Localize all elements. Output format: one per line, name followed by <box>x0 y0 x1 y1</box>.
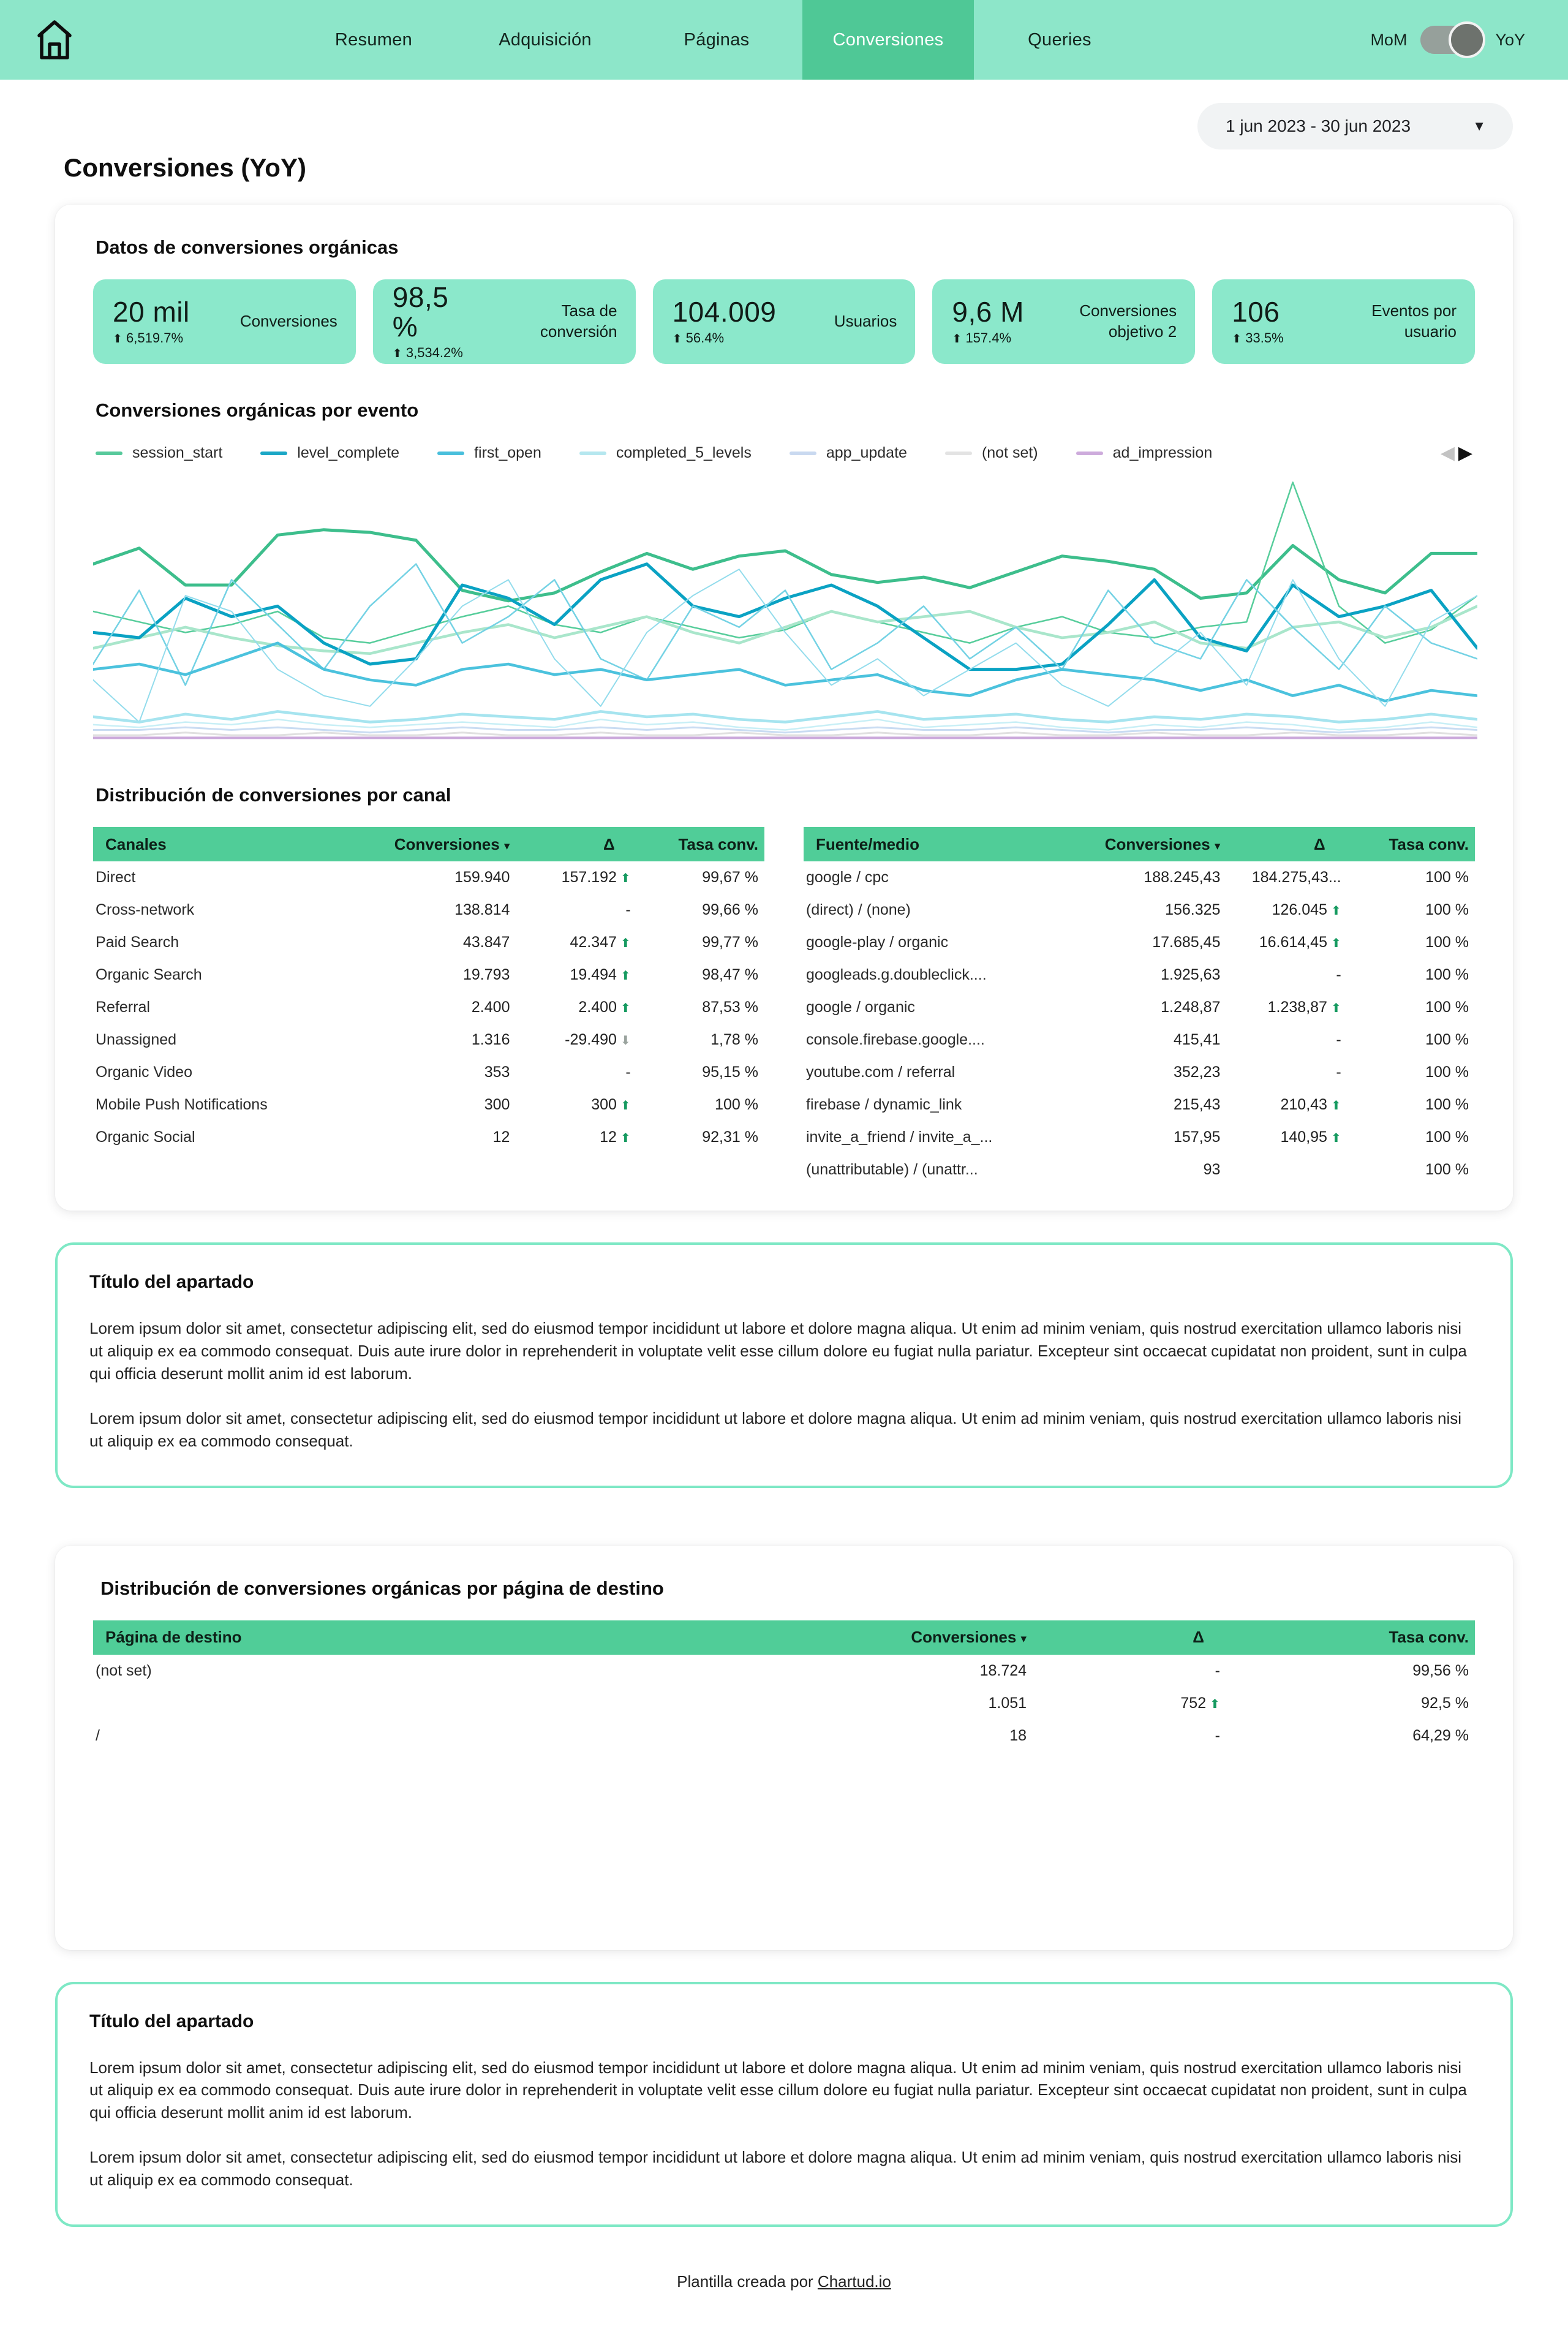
footer <box>0 2272 1568 2291</box>
line-chart-svg <box>93 472 1477 748</box>
rate-cell: 100 % <box>1425 1031 1469 1048</box>
conversions-cell: 157,95 <box>1174 1128 1221 1146</box>
conversions-cell: 188.245,43 <box>1144 869 1221 886</box>
rate-cell: 100 % <box>1425 934 1469 951</box>
rate-cell: 100 % <box>1425 1096 1469 1113</box>
legend-label: app_update <box>826 444 907 461</box>
nav-tab-páginas[interactable]: Páginas <box>684 29 750 50</box>
rate-cell: 87,53 % <box>702 999 758 1016</box>
kpi-label: Conversiones objetivo 2 <box>1079 301 1177 341</box>
dimension-cell: console.firebase.google.... <box>806 1031 985 1048</box>
date-range-value: 1 jun 2023 - 30 jun 2023 <box>1226 116 1411 135</box>
kpi-label: Tasa de conversión <box>540 301 617 341</box>
conversions-cell: 300 <box>484 1096 510 1113</box>
table-row[interactable] <box>804 1056 1475 1089</box>
rate-cell: 100 % <box>1425 869 1469 886</box>
col-header-delta[interactable]: Δ <box>1033 1620 1226 1655</box>
table-row[interactable] <box>804 1089 1475 1121</box>
rate-cell: 92,5 % <box>1421 1694 1469 1712</box>
delta-up-arrow-icon: ⬆ <box>1330 1099 1341 1113</box>
delta-up-arrow-icon: ⬆ <box>1330 1002 1341 1015</box>
rate-cell: 99,66 % <box>702 901 758 918</box>
kpi-label: Conversiones <box>239 312 337 331</box>
conversions-cell: 1.925,63 <box>1161 966 1221 983</box>
kpi-delta: ⬆ 6,519.7% <box>113 330 184 346</box>
delta-cell: 126.045 ⬆ <box>1272 901 1341 918</box>
conversions-cell: 2.400 <box>471 999 510 1016</box>
rate-cell: 1,78 % <box>710 1031 758 1048</box>
landing-pages-card <box>55 1546 1513 1950</box>
delta-up-arrow-icon: ⬆ <box>620 1002 631 1015</box>
delta-cell: 2.400 ⬆ <box>578 999 631 1016</box>
kpi-value: 20 mil <box>113 295 190 328</box>
kpi-value: 106 <box>1232 295 1280 328</box>
legend-swatch <box>437 452 464 455</box>
note-box-1 <box>55 1242 1513 1488</box>
note-box-1-paragraph: Lorem ipsum dolor sit amet, consectetur adipiscing elit, sed do eiusmod tempor incididunt ut labore et dolore magna aliqua. Ut enim ad minim veniam, quis nostrud exercitation ullamco laboris nisi ut aliquip ex ea commodo consequat. Duis aute irure dolor in reprehenderit in voluptate velit esse cillum dolore eu fugiat nulla pariatur. Excepteur sint occaecat cupidatat non proident, sunt in culpa qui officia deserunt mollit anim id est laborum. <box>89 1319 1467 1383</box>
delta-cell: - <box>625 1064 631 1081</box>
date-range-picker[interactable] <box>1197 103 1513 149</box>
table-row[interactable] <box>93 894 764 926</box>
table-row[interactable] <box>93 959 764 991</box>
kpi-delta: ⬆ 33.5% <box>1232 330 1284 346</box>
delta-cell: 1.238,87 ⬆ <box>1267 999 1341 1016</box>
dimension-cell: invite_a_friend / invite_a_... <box>806 1128 993 1146</box>
table-row[interactable] <box>804 991 1475 1024</box>
line-chart <box>93 472 1475 751</box>
kpi-value: 9,6 M <box>952 295 1024 328</box>
conversions-cell: 18.724 <box>979 1661 1027 1679</box>
dimension-cell: Cross-network <box>96 901 195 918</box>
table-row[interactable] <box>804 1121 1475 1154</box>
up-arrow-icon: ⬆ <box>392 347 402 361</box>
conversions-cell: 93 <box>1203 1161 1221 1178</box>
rate-cell: 92,31 % <box>702 1128 758 1146</box>
delta-cell: - <box>1336 966 1341 983</box>
conversions-cell: 12 <box>492 1128 510 1146</box>
conversions-cell: 17.685,45 <box>1152 934 1221 951</box>
legend-swatch <box>945 452 972 455</box>
col-header-tasa[interactable]: Tasa conv. <box>1226 1620 1475 1655</box>
legend-next-icon[interactable]: ▶ <box>1458 443 1472 463</box>
landing-section-title: Distribución de conversiones orgánicas por página de destino <box>100 1577 664 1599</box>
col-header-pagina-destino[interactable]: Página de destino <box>93 1620 729 1655</box>
conversions-cell: 159.940 <box>454 869 510 886</box>
rate-cell: 99,67 % <box>702 869 758 886</box>
delta-up-arrow-icon: ⬆ <box>620 937 631 950</box>
delta-cell: 42.347 ⬆ <box>570 934 631 951</box>
kpi-card <box>93 279 356 364</box>
delta-up-arrow-icon: ⬆ <box>1330 937 1341 950</box>
col-header-canales[interactable]: Canales <box>93 827 355 861</box>
dimension-cell: Organic Search <box>96 966 202 983</box>
legend-item[interactable] <box>579 444 752 462</box>
page-title: Conversiones (YoY) <box>64 153 306 182</box>
table-row[interactable] <box>804 959 1475 991</box>
legend-label: (not set) <box>981 444 1038 461</box>
conversions-cell: 138.814 <box>454 901 510 918</box>
conversions-cell: 353 <box>484 1064 510 1081</box>
chart-line-completed_5_levels-previous <box>93 711 1477 722</box>
legend-item[interactable] <box>790 444 907 462</box>
delta-cell: 140,95 ⬆ <box>1280 1128 1341 1146</box>
toggle-label-mom: MoM <box>1370 30 1408 49</box>
table-row[interactable] <box>93 1024 764 1056</box>
col-header-tasa[interactable]: Tasa conv. <box>1348 827 1475 861</box>
conversions-cell: 19.793 <box>463 966 510 983</box>
kpi-card <box>1212 279 1475 364</box>
legend-label: completed_5_levels <box>616 444 752 461</box>
delta-up-arrow-icon: ⬆ <box>620 969 631 983</box>
legend-label: session_start <box>132 444 223 461</box>
chart-line-first_open-previous <box>93 569 1477 722</box>
kpi-value: 98,5 % <box>392 281 449 342</box>
toggle-knob <box>1449 21 1485 58</box>
delta-up-arrow-icon: ⬆ <box>1330 904 1341 918</box>
table-row[interactable] <box>93 991 764 1024</box>
delta-cell: 19.494 ⬆ <box>570 966 631 983</box>
legend-label: ad_impression <box>1112 444 1213 461</box>
legend-item[interactable] <box>1076 444 1213 462</box>
col-header-tasa[interactable]: Tasa conv. <box>637 827 764 861</box>
chart-legend <box>96 442 1472 464</box>
source-table-wrap <box>804 827 1475 1186</box>
up-arrow-icon: ⬆ <box>672 333 682 346</box>
legend-item[interactable] <box>96 444 222 462</box>
table-row[interactable] <box>93 1687 1475 1720</box>
channels-table-wrap <box>93 827 764 1186</box>
dimension-cell: Organic Social <box>96 1128 195 1146</box>
delta-cell: - <box>1336 1031 1341 1048</box>
chart-line-first_open-current <box>93 643 1477 701</box>
mom-yoy-toggle[interactable] <box>1420 26 1482 54</box>
delta-cell: 752 ⬆ <box>1180 1694 1220 1712</box>
table-row[interactable] <box>93 1720 1475 1752</box>
delta-up-arrow-icon: ⬆ <box>620 1132 631 1145</box>
delta-cell: 300 ⬆ <box>591 1096 631 1113</box>
dimension-cell: (direct) / (none) <box>806 901 911 918</box>
delta-cell <box>1226 1154 1347 1186</box>
home-icon <box>34 18 75 61</box>
dimension-cell: Unassigned <box>96 1031 177 1048</box>
kpi-delta: ⬆ 56.4% <box>672 330 725 346</box>
up-arrow-icon: ⬆ <box>113 333 123 346</box>
conversions-cell: 18 <box>1009 1726 1027 1744</box>
footer-link[interactable]: Chartud.io <box>817 2272 891 2291</box>
delta-cell: 157.192 ⬆ <box>561 869 631 886</box>
note-box-2-paragraph: Lorem ipsum dolor sit amet, consectetur adipiscing elit, sed do eiusmod tempor incididunt ut labore et dolore magna aliqua. Ut enim ad minim veniam, quis nostrud exercitation ullamco laboris nisi ut aliquip ex ea commodo consequat. Duis aute irure dolor in reprehenderit in voluptate velit esse cillum dolore eu fugiat nulla pariatur. Excepteur sint occaecat cupidatat non proident, sunt in culpa qui officia deserunt mollit anim id est laborum. <box>89 2058 1467 2122</box>
table-row[interactable] <box>804 1154 1475 1186</box>
nav-tab-adquisición[interactable]: Adquisición <box>499 29 592 50</box>
col-header-conversiones[interactable]: Conversiones ▾ <box>355 827 516 861</box>
table-row[interactable] <box>93 1121 764 1154</box>
rate-cell: 100 % <box>1425 966 1469 983</box>
kpi-card <box>373 279 636 364</box>
kpi-label: Usuarios <box>834 312 897 331</box>
table-row[interactable] <box>93 1655 1475 1687</box>
kpi-delta: ⬆ 3,534.2% <box>392 345 463 361</box>
dimension-cell <box>93 1687 729 1720</box>
top-navbar <box>0 0 1568 80</box>
conversions-cell: 215,43 <box>1174 1096 1221 1113</box>
note-box-2-paragraph: Lorem ipsum dolor sit amet, consectetur adipiscing elit, sed do eiusmod tempor incididunt ut labore et dolore magna aliqua. Ut enim ad minim veniam, quis nostrud exercitation ullamco laboris nisi ut aliquip ex ea commodo consequat. <box>89 2148 1461 2190</box>
conversions-cell: 43.847 <box>463 934 510 951</box>
col-header-delta[interactable]: Δ <box>1226 827 1347 861</box>
kpi-row <box>93 279 1475 364</box>
kpi-label: Eventos por usuario <box>1371 301 1457 341</box>
dimension-cell: Direct <box>96 869 136 886</box>
dimension-cell: google-play / organic <box>806 934 949 951</box>
nav-tab-conversiones[interactable]: Conversiones <box>802 0 974 80</box>
conversions-cell: 156.325 <box>1165 901 1221 918</box>
delta-cell: 210,43 ⬆ <box>1280 1096 1341 1113</box>
note-box-1-paragraph: Lorem ipsum dolor sit amet, consectetur adipiscing elit, sed do eiusmod tempor incididunt ut labore et dolore magna aliqua. Ut enim ad minim veniam, quis nostrud exercitation ullamco laboris nisi ut aliquip ex ea commodo consequat. <box>89 1408 1461 1450</box>
rate-cell: 100 % <box>1425 901 1469 918</box>
table-row[interactable] <box>93 926 764 959</box>
legend-swatch <box>96 452 123 455</box>
table-row[interactable] <box>93 861 764 894</box>
legend-item[interactable] <box>945 444 1038 462</box>
chart-section-title: Conversiones orgánicas por evento <box>96 399 419 421</box>
home-button[interactable] <box>0 0 123 80</box>
dimension-cell: / <box>96 1726 100 1744</box>
conversions-cell: 415,41 <box>1174 1031 1221 1048</box>
page-header-row <box>0 80 1568 149</box>
nav-tab-resumen[interactable]: Resumen <box>334 29 413 50</box>
landing-pages-table <box>93 1620 1475 1752</box>
nav-tabs <box>123 0 1311 80</box>
kpi-delta: ⬆ 157.4% <box>952 330 1012 346</box>
comparison-toggle-group <box>1311 0 1568 80</box>
kpi-section-title: Datos de conversiones orgánicas <box>96 236 399 258</box>
legend-prev-icon[interactable]: ◀ <box>1440 443 1455 463</box>
table-row[interactable] <box>804 926 1475 959</box>
note-box-2 <box>55 1982 1513 2228</box>
legend-label: first_open <box>474 444 541 461</box>
channel-tables <box>93 827 1475 1186</box>
col-header-conversiones[interactable]: Conversiones ▾ <box>1065 827 1226 861</box>
conversions-cell: 1.316 <box>471 1031 510 1048</box>
delta-up-arrow-icon: ⬆ <box>1210 1697 1220 1711</box>
delta-cell: 184.275,43... <box>1251 869 1341 886</box>
conversions-card <box>55 205 1513 1211</box>
col-header-delta[interactable]: Δ <box>516 827 636 861</box>
dimension-cell: Mobile Push Notifications <box>96 1096 268 1113</box>
up-arrow-icon: ⬆ <box>1232 333 1242 346</box>
dimension-cell: youtube.com / referral <box>806 1064 956 1081</box>
table-row[interactable] <box>93 1056 764 1089</box>
dimension-cell: firebase / dynamic_link <box>806 1096 962 1113</box>
channels-table-header-row <box>93 827 764 861</box>
delta-cell: -29.490 ⬇ <box>565 1031 631 1048</box>
legend-item[interactable] <box>437 444 541 462</box>
delta-up-arrow-icon: ⬆ <box>620 872 631 885</box>
up-arrow-icon: ⬆ <box>952 333 962 346</box>
delta-cell: - <box>625 901 631 918</box>
landing-table-header-row <box>93 1620 1475 1655</box>
table-row[interactable] <box>93 1089 764 1121</box>
table-row[interactable] <box>804 861 1475 894</box>
nav-tab-queries[interactable]: Queries <box>1028 29 1091 50</box>
dimension-cell: (not set) <box>96 1661 152 1679</box>
dimension-cell: (unattributable) / (unattr... <box>806 1161 978 1178</box>
rate-cell: 95,15 % <box>702 1064 758 1081</box>
table-row[interactable] <box>804 894 1475 926</box>
rate-cell: 100 % <box>1425 1064 1469 1081</box>
dimension-cell: google / organic <box>806 999 915 1016</box>
dimension-cell: Paid Search <box>96 934 179 951</box>
rate-cell: 100 % <box>1425 1128 1469 1146</box>
chart-line-level_complete-current <box>93 564 1477 670</box>
sort-caret-icon: ▾ <box>1020 1633 1027 1646</box>
delta-up-arrow-icon: ⬆ <box>1330 1132 1341 1145</box>
note-box-1-title: Título del apartado <box>89 1272 254 1292</box>
rate-cell: 100 % <box>1425 999 1469 1016</box>
legend-swatch <box>790 452 816 455</box>
legend-label: level_complete <box>297 444 400 461</box>
channel-section-title: Distribución de conversiones por canal <box>96 784 451 806</box>
rate-cell: 100 % <box>1425 1161 1469 1178</box>
rate-cell: 99,56 % <box>1412 1661 1469 1679</box>
table-row[interactable] <box>804 1024 1475 1056</box>
dimension-cell: googleads.g.doubleclick.... <box>806 966 987 983</box>
legend-item[interactable] <box>260 444 399 462</box>
source-medium-table <box>804 827 1475 1186</box>
kpi-card <box>653 279 916 364</box>
conversions-cell: 1.051 <box>988 1694 1027 1712</box>
col-header-conversiones[interactable]: Conversiones ▾ <box>729 1620 1033 1655</box>
delta-cell: - <box>1215 1726 1220 1744</box>
rate-cell: 64,29 % <box>1412 1726 1469 1744</box>
delta-cell: - <box>1336 1064 1341 1081</box>
legend-swatch <box>579 452 606 455</box>
rate-cell: 100 % <box>715 1096 758 1113</box>
delta-cell: 12 ⬆ <box>600 1128 631 1146</box>
rate-cell: 98,47 % <box>702 966 758 983</box>
legend-swatch <box>260 452 287 455</box>
dimension-cell: Referral <box>96 999 150 1016</box>
kpi-value: 104.009 <box>672 295 777 328</box>
sort-caret-icon: ▾ <box>1214 839 1221 853</box>
col-header-fuente-medio[interactable]: Fuente/medio <box>804 827 1065 861</box>
delta-down-arrow-icon: ⬇ <box>620 1034 631 1048</box>
dimension-cell: google / cpc <box>806 869 889 886</box>
rate-cell: 99,77 % <box>702 934 758 951</box>
toggle-label-yoy: YoY <box>1495 30 1525 49</box>
delta-cell: - <box>1215 1661 1220 1679</box>
note-box-2-title: Título del apartado <box>89 2011 254 2031</box>
date-caret-icon: ▼ <box>1472 118 1486 134</box>
channels-table <box>93 827 764 1154</box>
legend-swatch <box>1076 452 1103 455</box>
kpi-card <box>932 279 1195 364</box>
dimension-cell: Organic Video <box>96 1064 192 1081</box>
conversions-cell: 352,23 <box>1174 1064 1221 1081</box>
source-table-header-row <box>804 827 1475 861</box>
legend-pager <box>1441 442 1472 464</box>
delta-cell: 16.614,45 ⬆ <box>1259 934 1341 951</box>
conversions-cell: 1.248,87 <box>1161 999 1221 1016</box>
delta-up-arrow-icon: ⬆ <box>620 1099 631 1113</box>
legend-items <box>96 444 1441 462</box>
footer-text: Plantilla creada por <box>677 2272 818 2291</box>
sort-caret-icon: ▾ <box>503 839 510 853</box>
